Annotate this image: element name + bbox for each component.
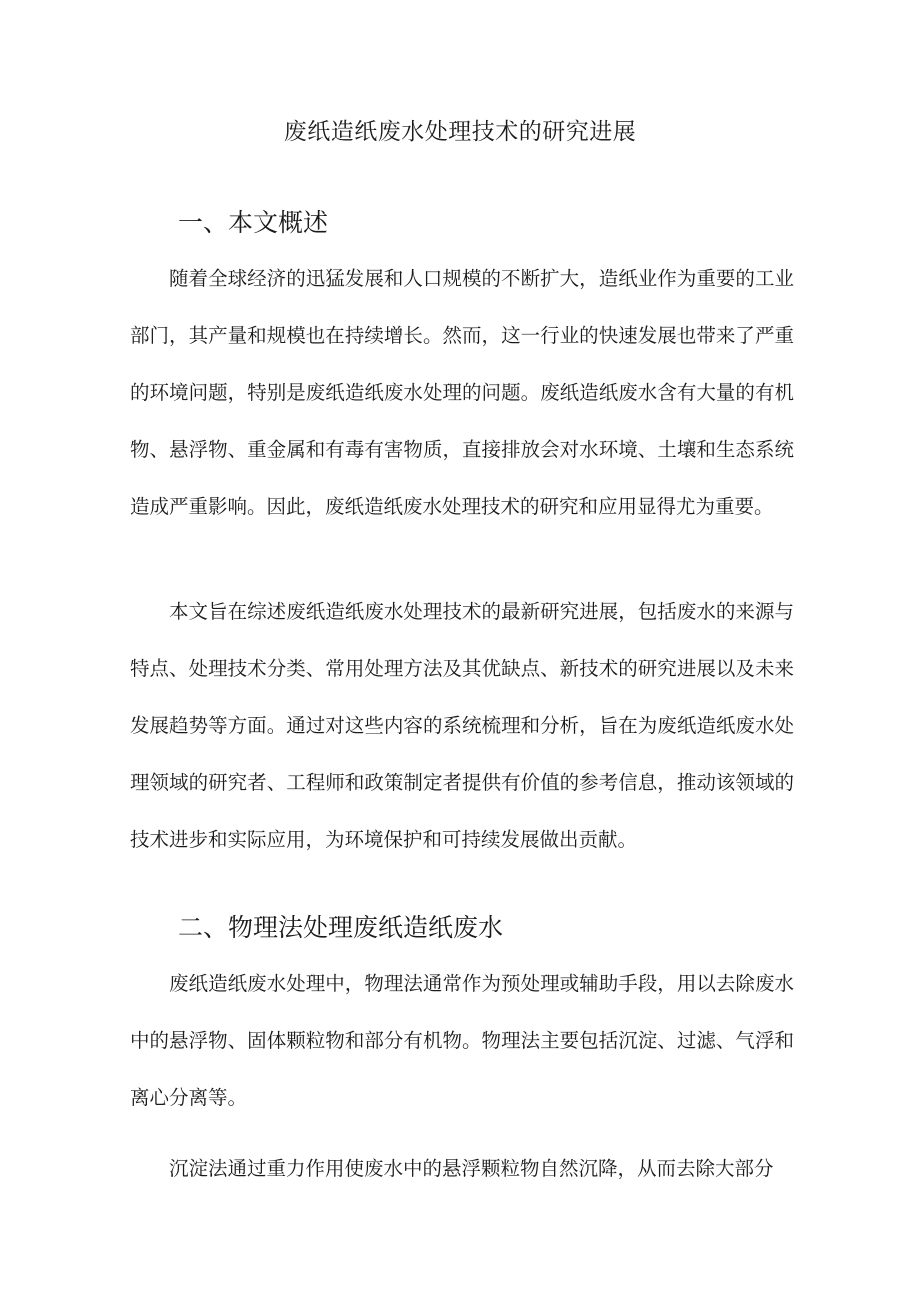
section-heading-physical-methods: 二、物理法处理废纸造纸废水: [178, 913, 504, 942]
section-heading-overview: 一、本文概述: [178, 208, 329, 237]
paragraph: 沉淀法通过重力作用使废水中的悬浮颗粒物自然沉降，从而去除大部分: [169, 1157, 774, 1180]
document-title: 废纸造纸废水处理技术的研究进展: [283, 119, 637, 145]
paragraph: 本文旨在综述废纸造纸废水处理技术的最新研究进展，包括废水的来源与特点、处理技术分类、常用处理方法及其优缺点、新技术的研究进展以及未来发展趋势等方面。通过对这些内容的系统梳理和分析，旨在为废纸造纸废水处理领域的研究者、工程师和政策制定者提供有价值的参考信息，推动该领域的技术进步和实际应用，为环境保护和可持续发展做出贡献。: [130, 600, 794, 851]
paragraph: 废纸造纸废水处理中，物理法通常作为预处理或辅助手段，用以去除废水中的悬浮物、固体颗粒物和部分有机物。物理法主要包括沉淀、过滤、气浮和离心分离等。: [130, 972, 794, 1109]
paragraph: 随着全球经济的迅猛发展和人口规模的不断扩大，造纸业作为重要的工业部门，其产量和规模也在持续增长。然而，这一行业的快速发展也带来了严重的环境问题，特别是废纸造纸废水处理的问题。废纸造纸废水含有大量的有机物、悬浮物、重金属和有毒有害物质，直接排放会对水环境、土壤和生态系统造成严重影响。因此，废纸造纸废水处理技术的研究和应用显得尤为重要。: [130, 267, 794, 518]
